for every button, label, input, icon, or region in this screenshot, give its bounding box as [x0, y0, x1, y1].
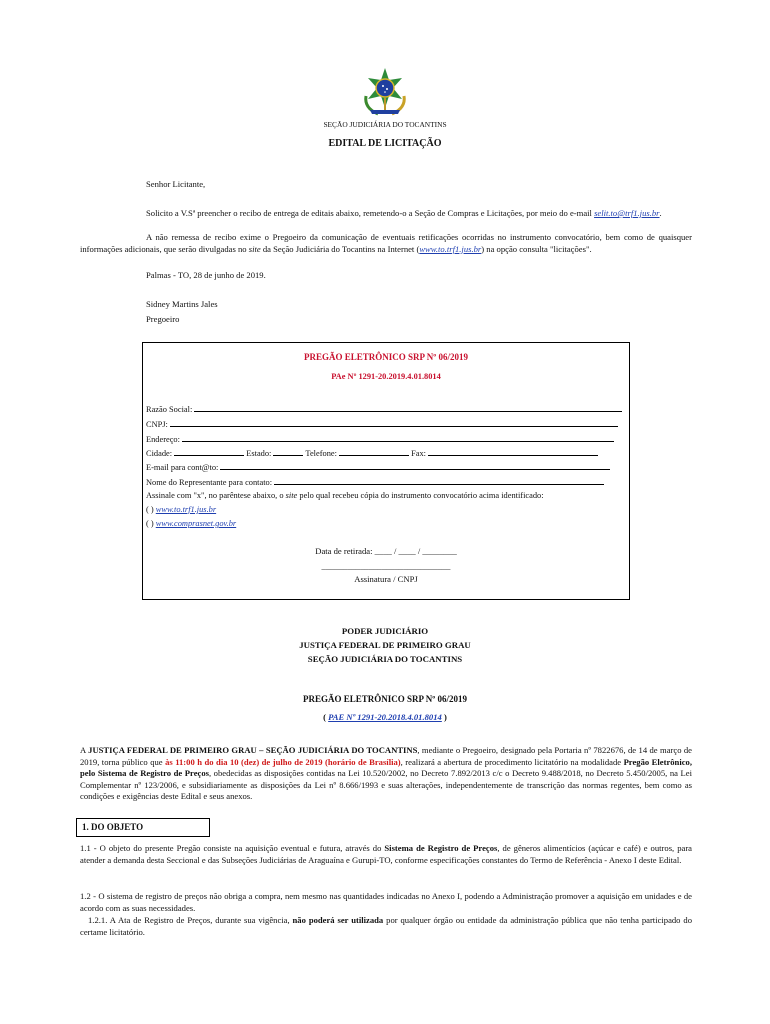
- signer-role: Pregoeiro: [146, 314, 180, 324]
- intro-paragraph: A JUSTIÇA FEDERAL DE PRIMEIRO GRAU – SEÇÃO JUDICIÁRIA DO TOCANTINS, mediante o Pregoeiro, designado pela Portaria nº 7822676, de 14 de março de 2019, torna público que às 11:00 h do dia 10 (dez) de julho de 2019 (horário de Brasília), realizará a abertura de procedimento licitatório na modalidade Pregão Eletrônico, pelo Sistema de Registro de Preços, obedecidas as disposições contidas na Lei 10.520/2002, no Decreto 7.892/2013 c/c o Decreto 9.488/2018, no Decreto 5.450/2005, na Lei Complementar nº 123/2006, e subsidiariamente as disposições da Lei nº 8.666/1993 e suas alterações, independentemente de transcrição das normas regentes, bem como as condições e exigências deste Edital e seus anexos.: [80, 745, 692, 801]
- option-checkbox: ( ): [146, 505, 154, 514]
- site-instruction: Assinale com "x", no parêntese abaixo, o site pelo qual recebeu cópia do instrumento convocatório acima identificado:: [146, 491, 544, 500]
- email-link[interactable]: selit.to@trf1.jus.br: [594, 208, 660, 218]
- page-title: EDITAL DE LICITAÇÃO: [328, 138, 442, 149]
- heading-secao-judiciaria: SEÇÃO JUDICIÁRIA DO TOCANTINS: [307, 654, 463, 664]
- place-date: Palmas - TO, 28 de junho de 2019.: [146, 270, 266, 280]
- field-cnpj[interactable]: CNPJ:: [146, 418, 622, 430]
- option-trf1-link: www.to.trf1.jus.br: [155, 505, 217, 514]
- pregao-title: PREGÃO ELETRÔNICO SRP Nº 06/2019: [303, 694, 467, 704]
- form-title: PREGÃO ELETRÔNICO SRP Nº 06/2019: [304, 352, 468, 362]
- field-representante[interactable]: Nome do Representante para contato:: [146, 476, 622, 488]
- paragraph-request: Solicito a V.Sª preencher o recibo de entrega de editais abaixo, remetendo-o a Seção de Compras e Licitações, por meio do e-mail selit.to@trf1.jus.br.: [146, 208, 662, 218]
- option-comprasnet-link: www.comprasnet.gov.br: [155, 519, 237, 528]
- field-razao-social[interactable]: Razão Social:: [146, 403, 622, 415]
- coat-of-arms-emblem: [358, 66, 412, 118]
- section-1-1: 1.1 - O objeto do presente Pregão consiste na aquisição eventual e futura, através do Sistema de Registro de Preços, de gêneros alimentícios (açúcar e café) e outros, para atender a demanda desta Seccional e das Subseções Judiciárias de Araguaína e Gurupi-TO, conforme especificações constantes do Termo de Referência - Anexo I deste Edital.: [80, 843, 692, 865]
- field-endereco[interactable]: Endereço:: [146, 433, 622, 445]
- heading-justica-federal: JUSTIÇA FEDERAL DE PRIMEIRO GRAU: [299, 640, 471, 650]
- website-link[interactable]: www.to.trf1.jus.br: [419, 243, 482, 254]
- section-1-2: 1.2 - O sistema de registro de preços não obriga a compra, nem mesmo nas quantidades indicadas no Anexo I, podendo a Administração promover a aquisição em unidades e de acordo com as suas necessidades.: [80, 891, 692, 913]
- data-retirada[interactable]: Data de retirada: ____ / ____ / ________: [315, 546, 457, 556]
- signature-line: ______________________________: [321, 561, 451, 571]
- heading-poder-judiciario: PODER JUDICIÁRIO: [341, 626, 429, 636]
- form-pae: PAe Nº 1291-20.2019.4.01.8014: [331, 372, 441, 381]
- section-1-2-1: 1.2.1. A Ata de Registro de Preços, durante sua vigência, não poderá ser utilizada por qualquer órgão ou entidade da administração pública que não tenha participado do certame licitatório.: [80, 915, 692, 937]
- signature-label: Assinatura / CNPJ: [354, 574, 418, 584]
- paragraph-notice: A não remessa de recibo exime o Pregoeiro da comunicação de eventuais retificações ocorridas no instrumento convocatório, bem como de quaisquer informações adicionais, que serão divulgadas no site da Seção Judiciária do Tocantins na Internet (www.to.trf1.jus.br) na opção consulta "licitações".: [80, 232, 692, 254]
- option-comprasnet[interactable]: [146, 518, 622, 529]
- salutation: Senhor Licitante,: [146, 179, 206, 189]
- org-small-heading: SEÇÃO JUDICIÁRIA DO TOCANTINS: [323, 120, 447, 129]
- option-checkbox: ( ): [146, 519, 154, 528]
- signer-name: Sidney Martins Jales: [146, 299, 218, 309]
- field-email[interactable]: E-mail para cont@to:: [146, 461, 622, 473]
- pregao-pae: ( PAE Nº 1291-20.2018.4.01.8014 ): [323, 712, 447, 722]
- option-trf1[interactable]: [146, 504, 622, 515]
- field-cidade-estado-telefone-fax[interactable]: Cidade: Estado: Telefone: Fax:: [146, 447, 622, 459]
- section-1-title: 1. DO OBJETO: [76, 818, 210, 837]
